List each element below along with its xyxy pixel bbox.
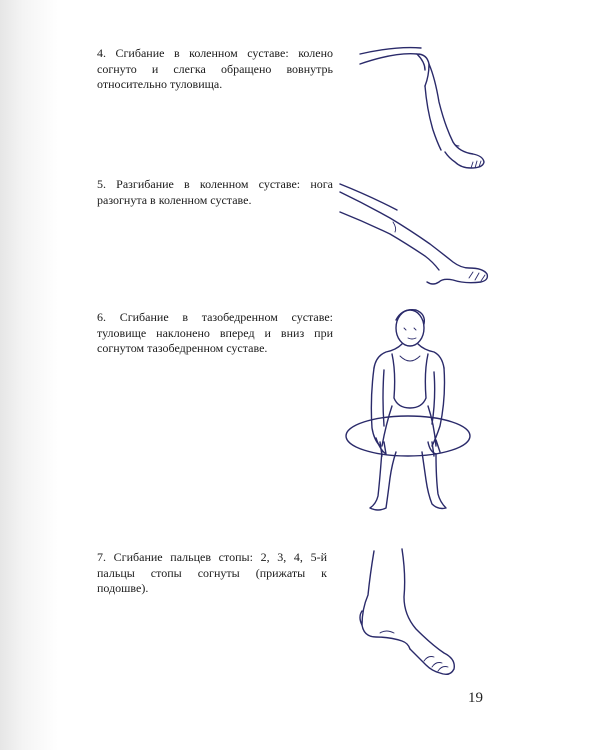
entry-knee-flexion-text: 4. Сгибание в коленном суставе: колено согнуто и слегка обращено вовнутрь относительно туловища.: [97, 46, 333, 91]
page-gutter-shadow: [0, 0, 58, 750]
hip-flexion-illustration: [336, 298, 476, 518]
knee-flexion-illustration: [355, 42, 490, 177]
page-number: 19: [468, 690, 483, 706]
toe-flexion-illustration: [340, 545, 470, 685]
entry-knee-extension-text: 5. Разгибание в коленном суставе: нога разогнута в коленном суставе.: [97, 177, 333, 207]
knee-extension-illustration: [335, 182, 495, 292]
entry-hip-flexion-text: 6. Сгибание в тазобедренном суставе: туловище наклонено вперед и вниз при согнутом тазобедренном суставе.: [97, 310, 333, 355]
entry-toe-flexion-text: 7. Сгибание пальцев стопы: 2, 3, 4, 5-й пальцы стопы согнуты (прижаты к подошве).: [97, 550, 327, 595]
